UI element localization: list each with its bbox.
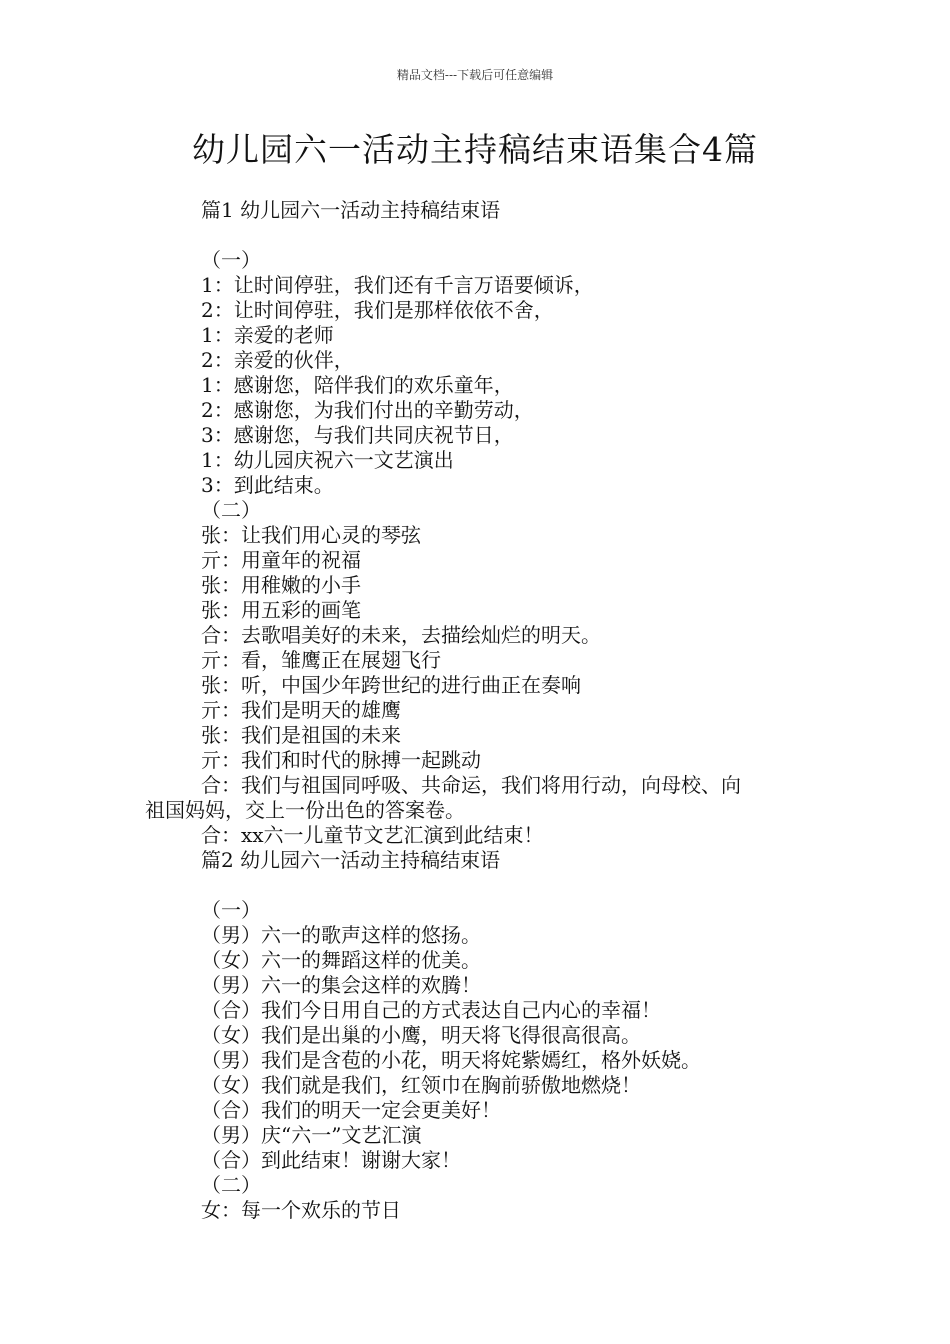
text-line: 2：让时间停驻，我们是那样依依不舍， xyxy=(201,298,554,322)
text-line: 1：让时间停驻，我们还有千言万语要倾诉， xyxy=(201,273,594,297)
text-line: 祖国妈妈，交上一份出色的答案卷。 xyxy=(145,798,465,822)
text-line: （一） xyxy=(201,898,261,922)
document-title: 幼儿园六一活动主持稿结束语集合4篇 xyxy=(192,130,758,169)
text-line: 亓：我们和时代的脉搏一起跳动 xyxy=(201,748,481,772)
section-heading: 篇2 幼儿园六一活动主持稿结束语 xyxy=(201,848,501,872)
text-line: 1：亲爱的老师 xyxy=(201,323,334,347)
text-line: 1：幼儿园庆祝六一文艺演出 xyxy=(201,448,454,472)
text-line: 张：听，中国少年跨世纪的进行曲正在奏响 xyxy=(201,673,581,697)
text-line: （男）我们是含苞的小花，明天将姹紫嫣红，格外妖娆。 xyxy=(201,1048,701,1072)
section-heading: 篇1 幼儿园六一活动主持稿结束语 xyxy=(201,198,501,222)
document-body xyxy=(0,198,950,1223)
text-line: 张：我们是祖国的未来 xyxy=(201,723,401,747)
text-line: （合）到此结束！谢谢大家！ xyxy=(201,1148,461,1172)
text-line: 2：感谢您，为我们付出的辛勤劳动， xyxy=(201,398,534,422)
text-line: 1：感谢您，陪伴我们的欢乐童年， xyxy=(201,373,514,397)
text-line: 3：感谢您，与我们共同庆祝节日， xyxy=(201,423,514,447)
text-line: 女：每一个欢乐的节日 xyxy=(201,1198,401,1222)
text-line: 2：亲爱的伙伴， xyxy=(201,348,354,372)
text-line: （女）六一的舞蹈这样的优美。 xyxy=(201,948,481,972)
text-line: （男）六一的集会这样的欢腾！ xyxy=(201,973,481,997)
text-line: （二） xyxy=(201,498,261,522)
text-line: （二） xyxy=(201,1173,261,1197)
text-line: （男）六一的歌声这样的悠扬。 xyxy=(201,923,481,947)
text-line: （女）我们就是我们，红领巾在胸前骄傲地燃烧！ xyxy=(201,1073,641,1097)
text-line: 合：xx六一儿童节文艺汇演到此结束！ xyxy=(201,823,544,847)
text-line: 3：到此结束。 xyxy=(201,473,334,497)
text-line: （男）庆“六一”文艺汇演 xyxy=(201,1123,422,1147)
text-line: 张：用五彩的画笔 xyxy=(201,598,361,622)
text-line: 张：让我们用心灵的琴弦 xyxy=(201,523,421,547)
text-line: 亓：用童年的祝福 xyxy=(201,548,361,572)
text-line: 合：去歌唱美好的未来，去描绘灿烂的明天。 xyxy=(201,623,601,647)
text-line: （女）我们是出巢的小鹰，明天将飞得很高很高。 xyxy=(201,1023,641,1047)
text-line: 亓：我们是明天的雄鹰 xyxy=(201,698,401,722)
text-line: 张：用稚嫩的小手 xyxy=(201,573,361,597)
text-line: 合：我们与祖国同呼吸、共命运，我们将用行动，向母校、向 xyxy=(201,773,741,797)
text-line: （一） xyxy=(201,248,261,272)
text-line: （合）我们的明天一定会更美好！ xyxy=(201,1098,501,1122)
text-line: 亓：看，雏鹰正在展翅飞行 xyxy=(201,648,441,672)
text-line: （合）我们今日用自己的方式表达自己内心的幸福！ xyxy=(201,998,661,1022)
header-note: 精品文档---下载后可任意编辑 xyxy=(396,68,554,82)
